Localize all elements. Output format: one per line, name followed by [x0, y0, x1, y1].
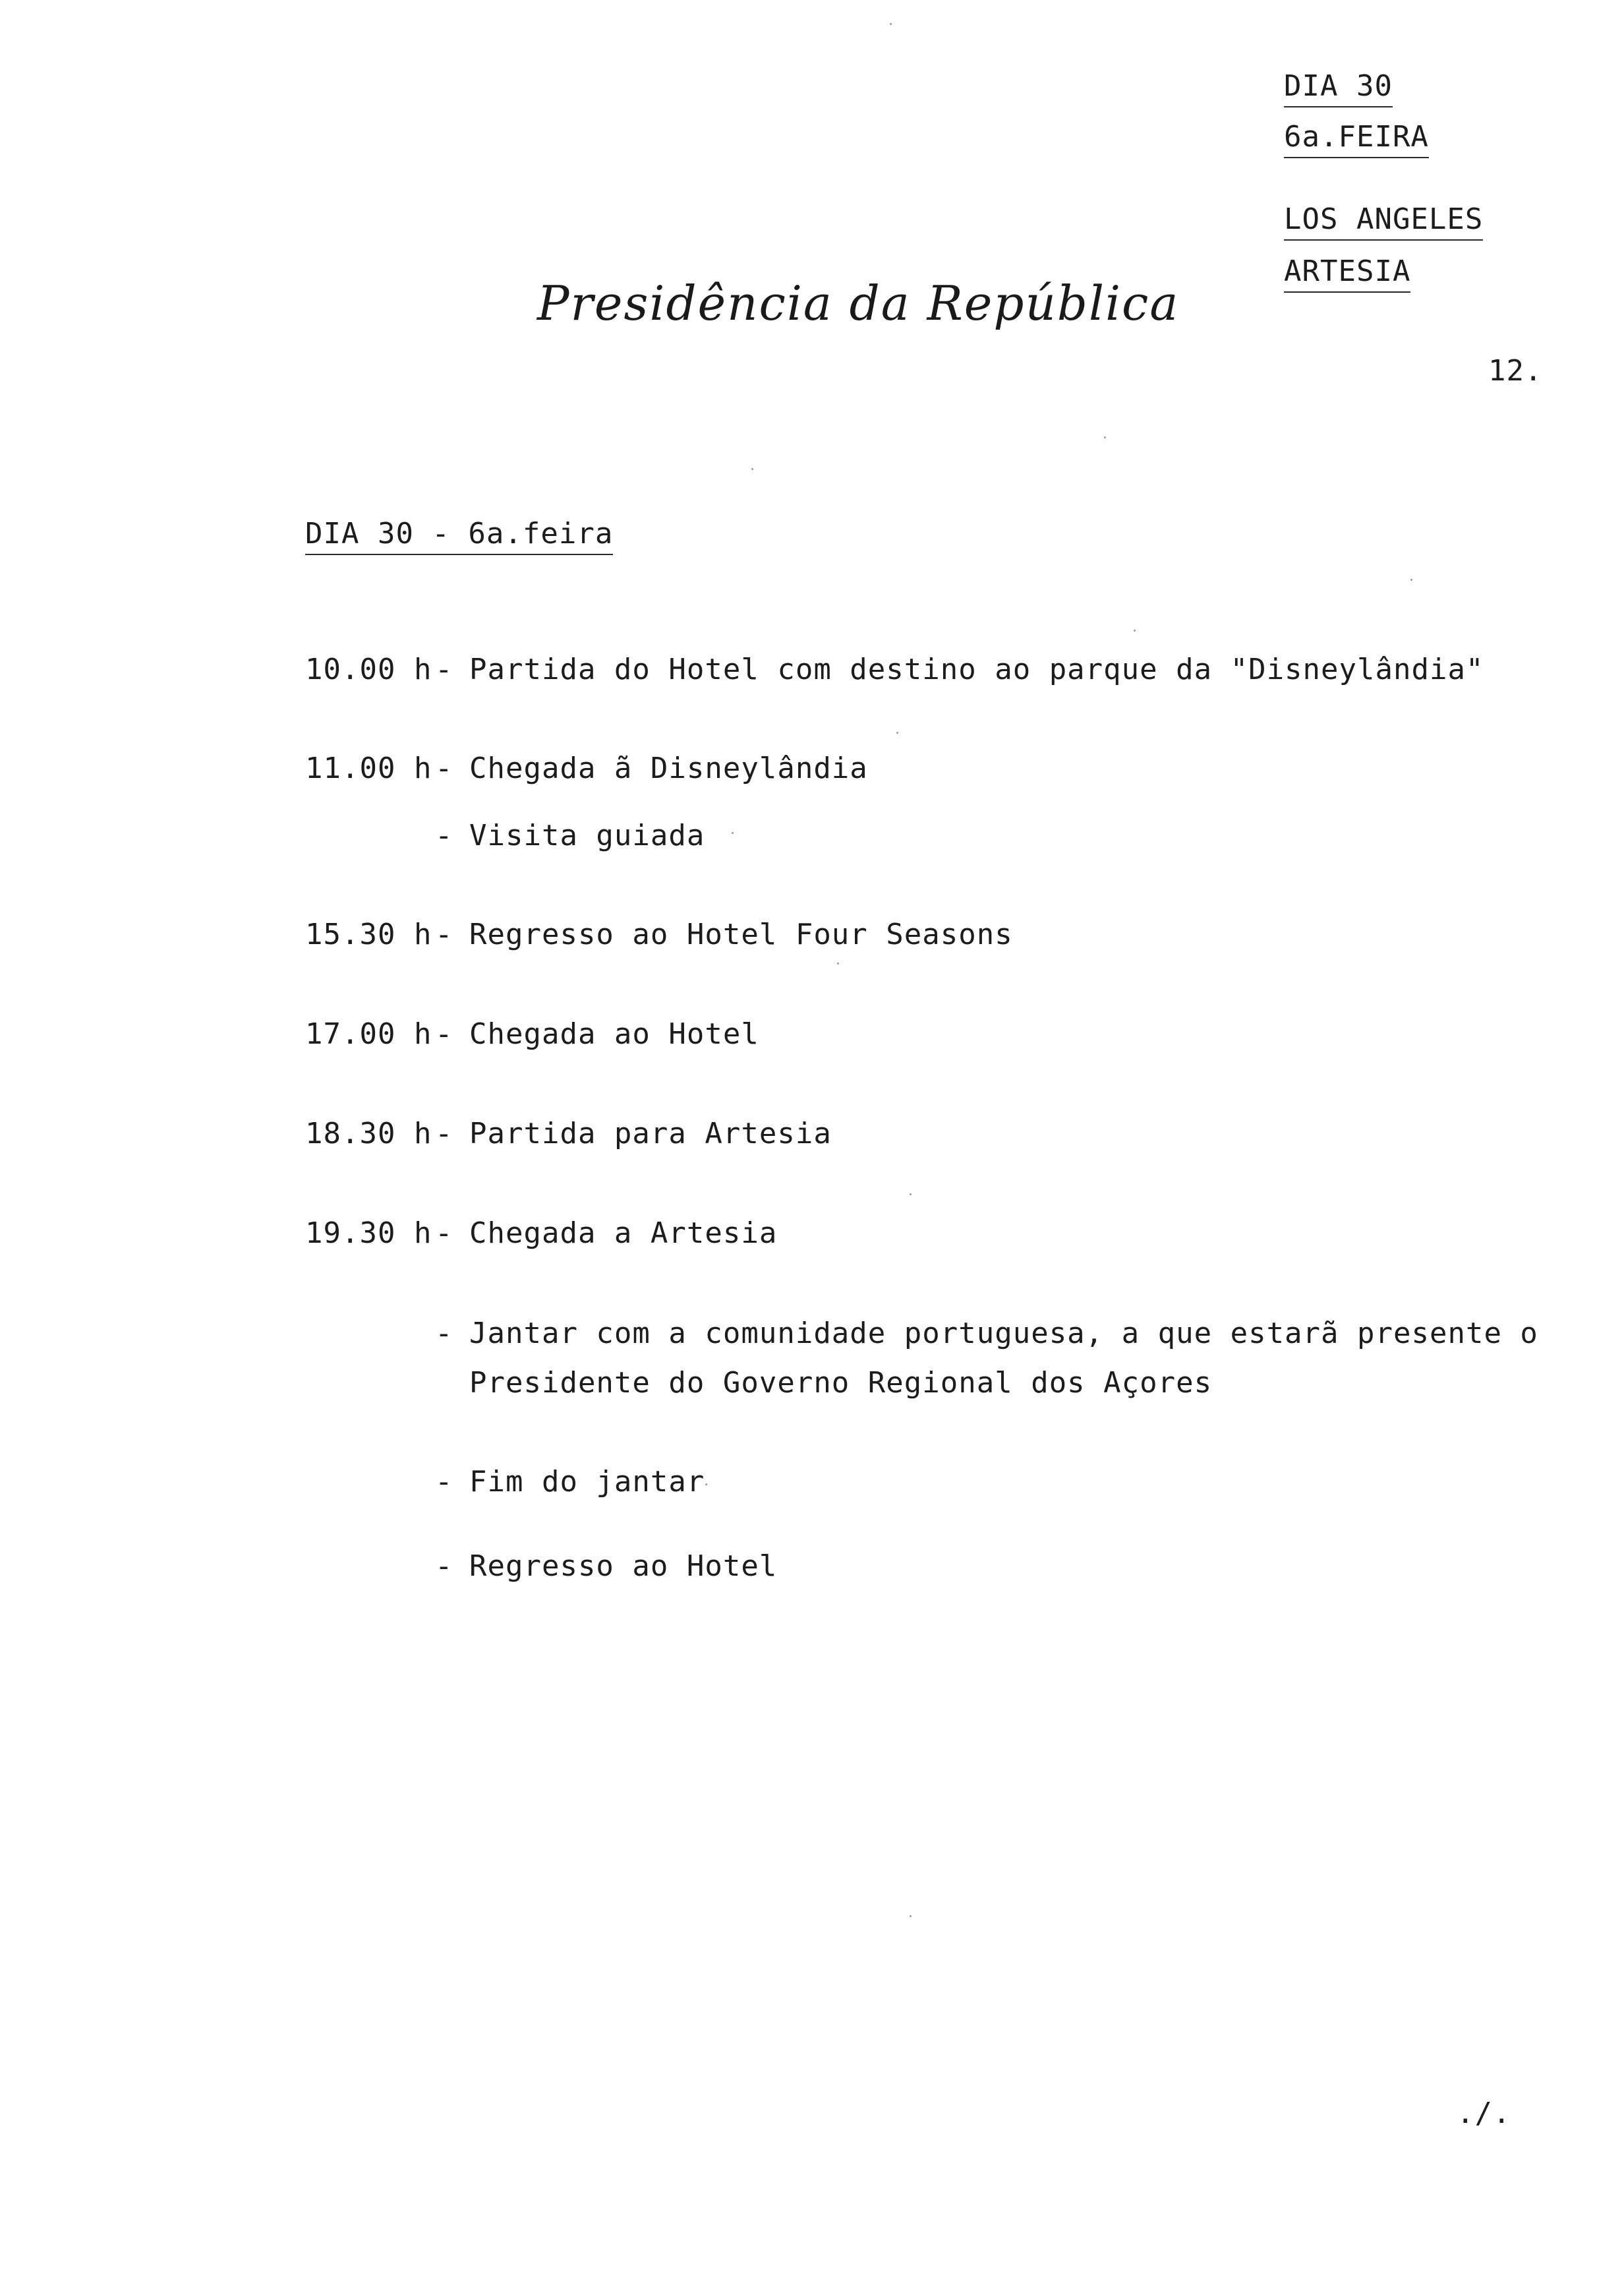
section-title: DIA 30 - 6a.feira: [305, 516, 613, 555]
schedule-dash: -: [435, 1216, 453, 1250]
scan-speck: [751, 468, 753, 470]
scan-speck: [890, 23, 892, 25]
continuation-mark: ./.: [1457, 2096, 1511, 2130]
schedule-dash: -: [435, 1465, 453, 1499]
scan-speck: [910, 1915, 912, 1917]
schedule-time: 18.30 h: [305, 1117, 432, 1150]
schedule-text: Regresso ao Hotel: [469, 1549, 778, 1583]
schedule-time: 17.00 h: [305, 1017, 432, 1051]
schedule-text: Partida para Artesia: [469, 1117, 832, 1150]
scan-speck: [837, 963, 839, 965]
schedule-dash: -: [435, 752, 453, 785]
schedule-text: Chegada ã Disneylândia: [469, 752, 868, 785]
schedule-dash: -: [435, 1017, 453, 1051]
scan-speck: [732, 832, 734, 834]
schedule-text: Chegada ao Hotel: [469, 1017, 759, 1051]
schedule-text: Fim do jantar: [469, 1465, 705, 1499]
schedule-dash: -: [435, 1117, 453, 1150]
header-weekday: 6a.FEIRA: [1284, 119, 1429, 158]
page-number: 12.: [1488, 354, 1543, 388]
letterhead-presidencia: Presidência da República: [537, 276, 1180, 331]
schedule-time: 19.30 h: [305, 1216, 432, 1250]
scan-speck: [1134, 630, 1136, 632]
schedule-text: Chegada a Artesia: [469, 1216, 778, 1250]
header-city: LOS ANGELES: [1284, 201, 1483, 241]
scan-speck: [910, 1193, 912, 1195]
header-day: DIA 30: [1284, 68, 1393, 107]
header-place: ARTESIA: [1284, 253, 1410, 293]
schedule-text: Jantar com a comunidade portuguesa, a que estarã presente o: [469, 1317, 1538, 1350]
schedule-dash: -: [435, 1317, 453, 1350]
scan-speck: [896, 732, 898, 734]
schedule-dash: -: [435, 918, 453, 951]
schedule-dash: -: [435, 819, 453, 852]
schedule-text: Partida do Hotel com destino ao parque da "Disneylândia": [469, 653, 1484, 686]
schedule-time: 11.00 h: [305, 752, 432, 785]
scan-speck: [705, 1483, 707, 1485]
scan-speck: [1410, 579, 1412, 581]
schedule-text: Visita guiada: [469, 819, 705, 852]
schedule-text-continued: Presidente do Governo Regional dos Açores: [469, 1366, 1213, 1400]
schedule-dash: -: [435, 1549, 453, 1583]
scan-speck: [1104, 436, 1106, 438]
schedule-time: 15.30 h: [305, 918, 432, 951]
schedule-time: 10.00 h: [305, 653, 432, 686]
schedule-dash: -: [435, 653, 453, 686]
schedule-text: Regresso ao Hotel Four Seasons: [469, 918, 1013, 951]
